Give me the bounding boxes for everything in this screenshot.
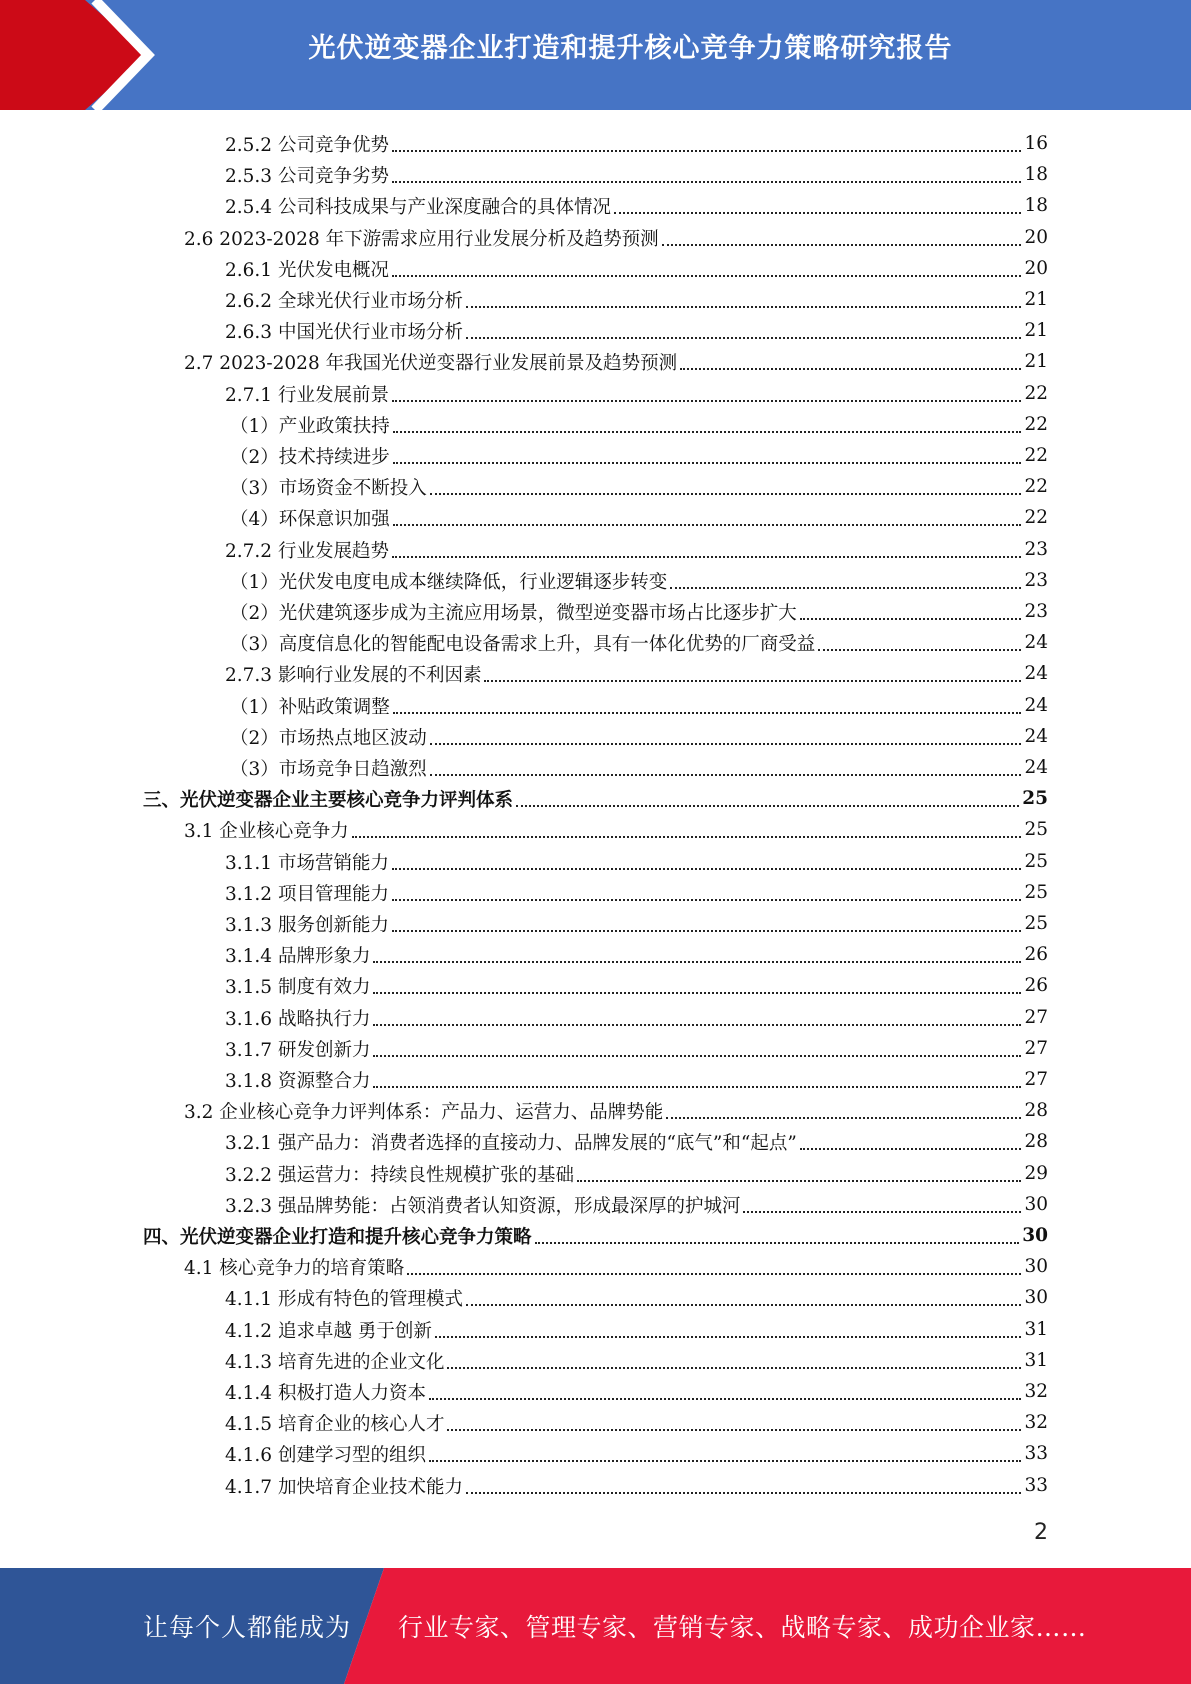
- toc-entry-label: 4.1.1 形成有特色的管理模式: [225, 1288, 463, 1310]
- toc-entry[interactable]: [230, 440, 1048, 471]
- toc-entry[interactable]: [225, 253, 1048, 284]
- footer-slogan-left: 让每个人都能成为: [143, 1613, 352, 1642]
- toc-entry-label: 4.1.2 追求卓越 勇于创新: [225, 1320, 432, 1342]
- toc-dot-leader: [393, 523, 1022, 526]
- toc-entry-page: 30: [1024, 1194, 1048, 1215]
- toc-entry-page: 25: [1024, 913, 1048, 934]
- toc-dot-leader: [577, 1179, 1021, 1182]
- toc-dot-leader: [435, 1335, 1022, 1338]
- toc-dot-leader: [373, 1054, 1021, 1057]
- toc-entry[interactable]: [225, 970, 1048, 1001]
- toc-entry[interactable]: [225, 159, 1048, 190]
- toc-entry-page: 23: [1024, 539, 1048, 560]
- toc-dot-leader: [373, 960, 1021, 963]
- toc-entry-label: 3.1.3 服务创新能力: [225, 914, 389, 936]
- toc-entry-page: 24: [1024, 695, 1048, 716]
- toc-entry[interactable]: [225, 1282, 1048, 1313]
- toc-entry-page: 20: [1024, 258, 1048, 279]
- toc-entry-label: 4.1.4 积极打造人力资本: [225, 1382, 426, 1404]
- toc-dot-leader: [352, 835, 1022, 838]
- toc-entry-label: 2.5.4 公司科技成果与产业深度融合的具体情况: [225, 196, 611, 218]
- toc-entry-page: 22: [1024, 507, 1048, 528]
- toc-dot-leader: [392, 274, 1021, 277]
- toc-entry-page: 24: [1024, 726, 1048, 747]
- toc-entry[interactable]: [143, 783, 1048, 814]
- toc-entry[interactable]: [225, 1064, 1048, 1095]
- toc-entry-label: 3.2.2 强运营力：持续良性规模扩张的基础: [225, 1164, 574, 1186]
- toc-dot-leader: [392, 180, 1021, 183]
- toc-dot-leader: [666, 1116, 1021, 1119]
- toc-entry-page: 31: [1024, 1350, 1048, 1371]
- toc-dot-leader: [484, 679, 1021, 682]
- toc-entry[interactable]: [184, 1095, 1048, 1126]
- toc-entry[interactable]: [225, 128, 1048, 159]
- toc-entry-label: 3.1.7 研发创新力: [225, 1039, 371, 1061]
- toc-dot-leader: [535, 1241, 1020, 1244]
- toc-entry-label: （1）产业政策扶持: [230, 415, 390, 437]
- toc-entry-page: 26: [1024, 975, 1048, 996]
- toc-entry-page: 21: [1024, 320, 1048, 341]
- toc-entry-label: 2.7.2 行业发展趋势: [225, 540, 389, 562]
- toc-entry[interactable]: [184, 814, 1048, 845]
- toc-entry[interactable]: [230, 721, 1048, 752]
- toc-dot-leader: [680, 367, 1021, 370]
- toc-dot-leader: [800, 617, 1022, 620]
- toc-entry-label: （2）市场热点地区波动: [230, 727, 427, 749]
- toc-entry-page: 21: [1024, 351, 1048, 372]
- toc-dot-leader: [800, 1147, 1022, 1150]
- toc-entry-page: 30: [1024, 1287, 1048, 1308]
- toc-dot-leader: [430, 492, 1022, 495]
- toc-dot-leader: [373, 991, 1021, 994]
- toc-entry[interactable]: [225, 846, 1048, 877]
- toc-entry-label: 2.7.1 行业发展前景: [225, 384, 389, 406]
- toc-entry-label: （2）技术持续进步: [230, 446, 390, 468]
- toc-dot-leader: [392, 929, 1021, 932]
- toc-entry-page: 32: [1024, 1381, 1048, 1402]
- toc-entry-page: 27: [1024, 1038, 1048, 1059]
- toc-entry-label: （2）光伏建筑逐步成为主流应用场景，微型逆变器市场占比逐步扩大: [230, 602, 797, 624]
- toc-entry[interactable]: [230, 627, 1048, 658]
- toc-entry[interactable]: [225, 1438, 1048, 1469]
- toc-dot-leader: [466, 336, 1021, 339]
- toc-entry-label: 三、光伏逆变器企业主要核心竞争力评判体系: [143, 789, 514, 811]
- toc-entry[interactable]: [225, 658, 1048, 689]
- toc-dot-leader: [392, 149, 1021, 152]
- toc-entry-label: 3.1.1 市场营销能力: [225, 852, 389, 874]
- toc-dot-leader: [430, 773, 1022, 776]
- toc-entry[interactable]: [230, 502, 1048, 533]
- toc-dot-leader: [407, 1272, 1021, 1275]
- toc-entry-page: 27: [1024, 1007, 1048, 1028]
- toc-entry-label: 四、光伏逆变器企业打造和提升核心竞争力策略: [143, 1226, 532, 1248]
- toc-entry-page: 33: [1024, 1475, 1048, 1496]
- toc-entry[interactable]: [225, 908, 1048, 939]
- toc-entry-label: 3.1.4 品牌形象力: [225, 945, 371, 967]
- toc-entry-page: 16: [1024, 133, 1048, 154]
- toc-entry-page: 28: [1024, 1131, 1048, 1152]
- toc-entry[interactable]: [225, 190, 1048, 221]
- toc-entry-page: 25: [1022, 788, 1048, 809]
- toc-entry-label: 2.7 2023-2028 年我国光伏逆变器行业发展前景及趋势预测: [184, 352, 678, 374]
- toc-entry-label: 3.1 企业核心竞争力: [184, 820, 349, 842]
- toc-entry-page: 29: [1024, 1163, 1048, 1184]
- toc-dot-leader: [466, 305, 1021, 308]
- toc-dot-leader: [373, 1085, 1021, 1088]
- toc-dot-leader: [670, 586, 1021, 589]
- toc-entry[interactable]: [225, 1407, 1048, 1438]
- toc-entry-label: 4.1 核心竞争力的培育策略: [184, 1257, 405, 1279]
- toc-entry[interactable]: [225, 1314, 1048, 1345]
- toc-entry[interactable]: [225, 534, 1048, 565]
- toc-entry[interactable]: [225, 1189, 1048, 1220]
- toc-dot-leader: [392, 555, 1021, 558]
- toc-entry[interactable]: [225, 939, 1048, 970]
- toc-entry-label: （3）市场资金不断投入: [230, 477, 427, 499]
- toc-entry-label: 3.2.3 强品牌势能：占领消费者认知资源，形成最深厚的护城河: [225, 1195, 741, 1217]
- header-banner: [0, 0, 1191, 110]
- toc-entry-page: 30: [1022, 1225, 1048, 1246]
- footer-banner: [0, 1568, 1191, 1684]
- toc-dot-leader: [516, 804, 1019, 807]
- toc-entry[interactable]: [225, 1470, 1048, 1501]
- toc-dot-leader: [447, 1366, 1021, 1369]
- toc-entry-page: 32: [1024, 1412, 1048, 1433]
- toc-entry-page: 22: [1024, 476, 1048, 497]
- toc-entry[interactable]: [225, 1158, 1048, 1189]
- toc-entry-page: 24: [1024, 663, 1048, 684]
- toc-entry-page: 25: [1024, 851, 1048, 872]
- toc-entry[interactable]: [230, 752, 1048, 783]
- toc-entry[interactable]: [143, 1220, 1048, 1251]
- toc-entry[interactable]: [230, 471, 1048, 502]
- toc-entry-page: 33: [1024, 1443, 1048, 1464]
- page-number: 2: [1034, 1520, 1048, 1545]
- toc-dot-leader: [818, 648, 1021, 651]
- toc-entry-page: 18: [1024, 195, 1048, 216]
- toc-entry-page: 25: [1024, 819, 1048, 840]
- toc-entry-label: 2.6.3 中国光伏行业市场分析: [225, 321, 463, 343]
- toc-entry-page: 25: [1024, 882, 1048, 903]
- toc-entry-page: 31: [1024, 1319, 1048, 1340]
- toc-entry-page: 21: [1024, 289, 1048, 310]
- toc-entry[interactable]: [225, 1376, 1048, 1407]
- toc-entry[interactable]: [230, 409, 1048, 440]
- toc-entry[interactable]: [225, 1002, 1048, 1033]
- toc-entry-page: 20: [1024, 227, 1048, 248]
- toc-dot-leader: [662, 243, 1022, 246]
- toc-dot-leader: [466, 1491, 1021, 1494]
- toc-dot-leader: [393, 711, 1022, 714]
- toc-entry-page: 24: [1024, 757, 1048, 778]
- toc-entry-label: 3.1.8 资源整合力: [225, 1070, 371, 1092]
- toc-entry-label: 2.5.2 公司竞争优势: [225, 134, 389, 156]
- toc-entry-label: （1）补贴政策调整: [230, 696, 390, 718]
- toc-entry[interactable]: [225, 378, 1048, 409]
- toc-entry-page: 28: [1024, 1100, 1048, 1121]
- toc-entry-label: 2.6.2 全球光伏行业市场分析: [225, 290, 463, 312]
- toc-entry-label: 2.5.3 公司竞争劣势: [225, 165, 389, 187]
- toc-entry-label: 4.1.6 创建学习型的组织: [225, 1444, 426, 1466]
- toc-dot-leader: [373, 1023, 1021, 1026]
- toc-entry[interactable]: [225, 1345, 1048, 1376]
- toc-entry[interactable]: [225, 284, 1048, 315]
- toc-entry-label: 3.2.1 强产品力：消费者选择的直接动力、品牌发展的“底气”和“起点”: [225, 1132, 797, 1154]
- toc-entry[interactable]: [225, 1033, 1048, 1064]
- toc-entry[interactable]: [225, 877, 1048, 908]
- toc-entry-label: 2.6.1 光伏发电概况: [225, 259, 389, 281]
- toc-entry-page: 22: [1024, 445, 1048, 466]
- toc-dot-leader: [393, 461, 1022, 464]
- toc-entry-page: 22: [1024, 414, 1048, 435]
- toc-dot-leader: [429, 1397, 1021, 1400]
- toc-dot-leader: [614, 211, 1021, 214]
- toc-entry[interactable]: [230, 690, 1048, 721]
- toc-entry[interactable]: [184, 222, 1048, 253]
- toc-dot-leader: [429, 1459, 1021, 1462]
- toc-dot-leader: [430, 742, 1022, 745]
- toc-entry-page: 18: [1024, 164, 1048, 185]
- toc-dot-leader: [393, 430, 1022, 433]
- toc-entry-label: （3）高度信息化的智能配电设备需求上升，具有一体化优势的厂商受益: [230, 633, 816, 655]
- toc-entry-label: 2.6 2023-2028 年下游需求应用行业发展分析及趋势预测: [184, 228, 659, 250]
- toc-entry-label: 2.7.3 影响行业发展的不利因素: [225, 664, 482, 686]
- toc-entry-label: 4.1.7 加快培育企业技术能力: [225, 1476, 463, 1498]
- toc-entry[interactable]: [225, 1126, 1048, 1157]
- toc-entry[interactable]: [230, 565, 1048, 596]
- toc-entry-page: 23: [1024, 570, 1048, 591]
- toc-dot-leader: [447, 1428, 1021, 1431]
- toc-dot-leader: [392, 867, 1021, 870]
- toc-entry[interactable]: [184, 1251, 1048, 1282]
- toc-entry-label: 3.1.6 战略执行力: [225, 1008, 371, 1030]
- toc-entry-label: 3.1.2 项目管理能力: [225, 883, 389, 905]
- report-title: 光伏逆变器企业打造和提升核心竞争力策略研究报告: [308, 33, 953, 64]
- toc-entry-label: 3.1.5 制度有效力: [225, 976, 371, 998]
- toc-entry-label: （3）市场竞争日趋激烈: [230, 758, 427, 780]
- toc-entry[interactable]: [184, 346, 1048, 377]
- toc-entry-label: （4）环保意识加强: [230, 508, 390, 530]
- toc-entry-label: 4.1.3 培育先进的企业文化: [225, 1351, 445, 1373]
- toc-entry-page: 26: [1024, 944, 1048, 965]
- toc-entry[interactable]: [230, 596, 1048, 627]
- toc-entry-page: 30: [1024, 1256, 1048, 1277]
- toc-entry-page: 24: [1024, 632, 1048, 653]
- toc-dot-leader: [466, 1303, 1021, 1306]
- footer-slogan-right: 行业专家、管理专家、营销专家、战略专家、成功企业家……: [398, 1613, 1087, 1642]
- toc-entry-page: 22: [1024, 383, 1048, 404]
- toc-entry[interactable]: [225, 315, 1048, 346]
- toc-entry-page: 27: [1024, 1069, 1048, 1090]
- toc-dot-leader: [743, 1210, 1021, 1213]
- toc-dot-leader: [392, 898, 1021, 901]
- toc-entry-label: （1）光伏发电度电成本继续降低，行业逻辑逐步转变: [230, 571, 668, 593]
- toc-dot-leader: [392, 399, 1021, 402]
- toc-entry-label: 4.1.5 培育企业的核心人才: [225, 1413, 445, 1435]
- toc-entry-page: 23: [1024, 601, 1048, 622]
- toc-entry-label: 3.2 企业核心竞争力评判体系：产品力、运营力、品牌势能: [184, 1101, 664, 1123]
